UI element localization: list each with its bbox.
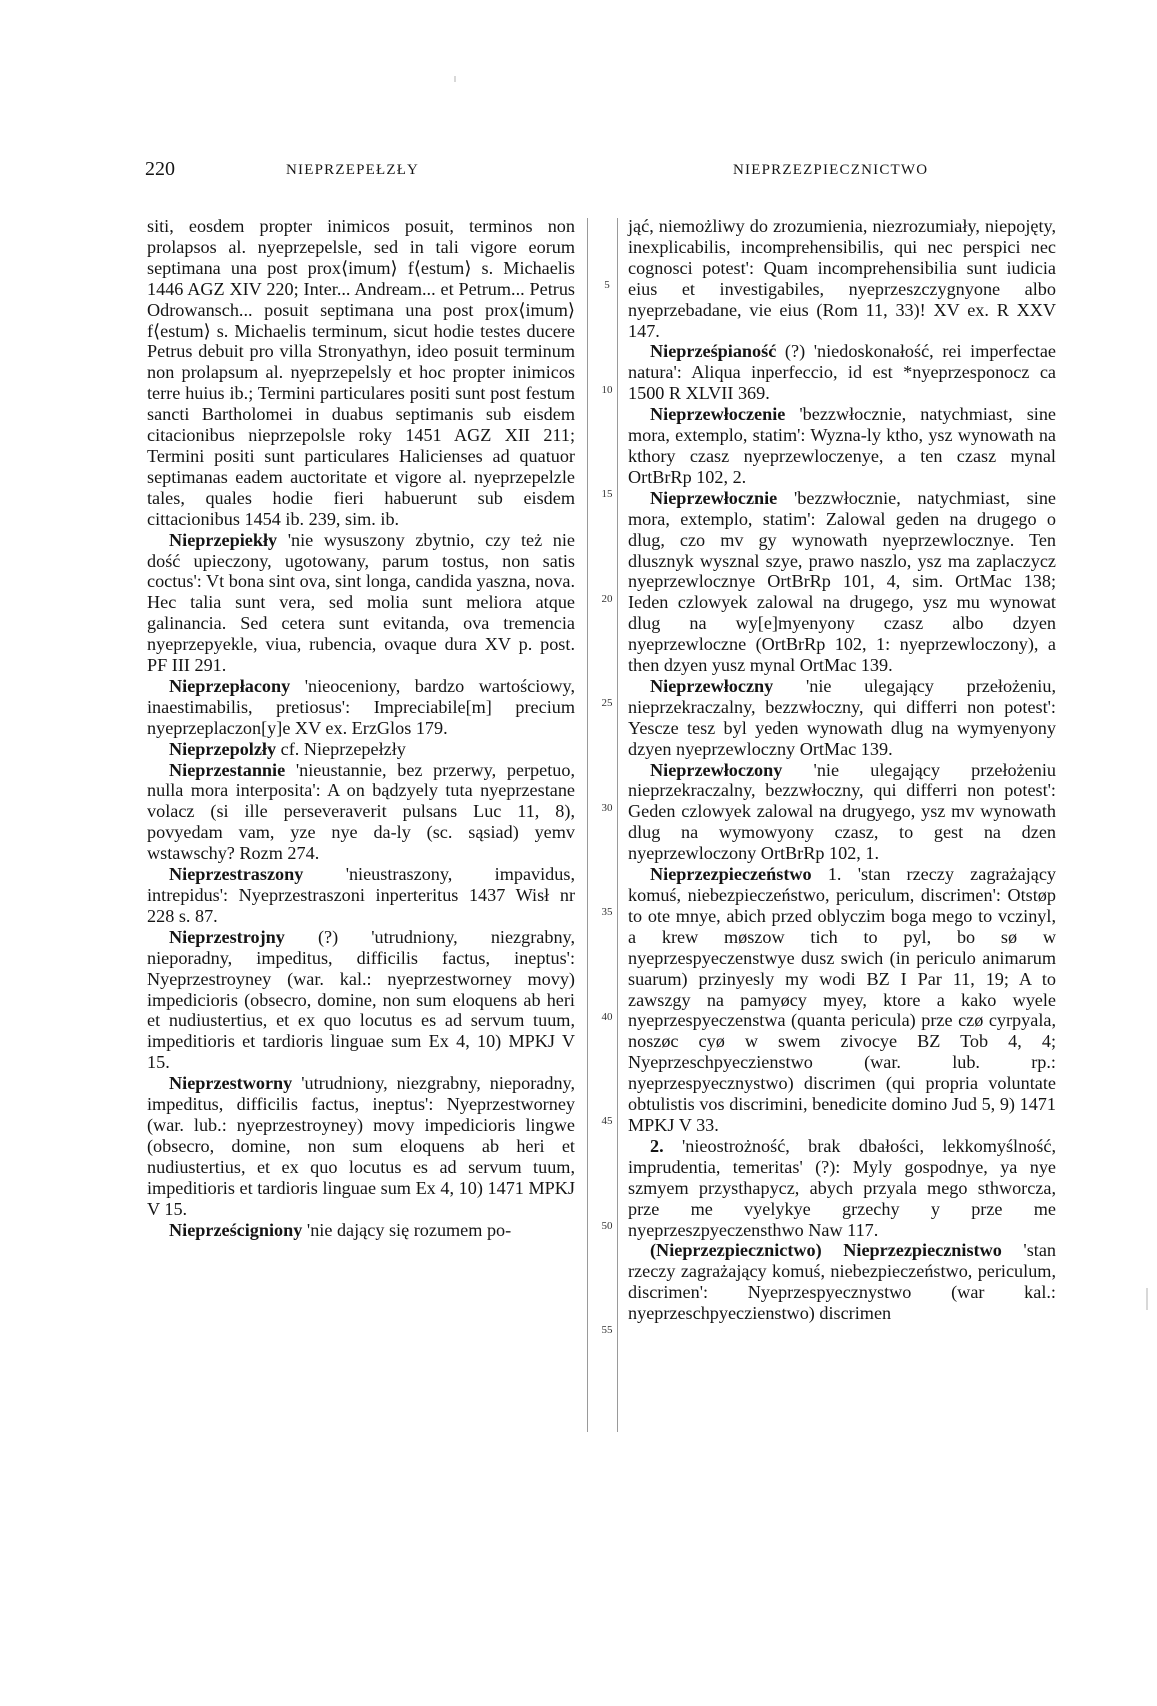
entry-definition: 'stan rzeczy zagrażający komuś, niebezpieczeństwo, periculum, discrimen': Nyeprzespyecznystwo (war kal.: nyeprzeschpyeczienstwo) discrimen: [628, 1240, 1056, 1324]
entry-definition: 'nieostrożność, brak dbałości, lekkomyślność, imprudentia, temeritas' (?): Myly gospodnye, ya nye szmyem przysthapycz, abych przyala mego sthworcza, prze me vyelykye grzechy y prze me nyeprzeszpyeczensthwo Naw 117.: [628, 1135, 1056, 1240]
dictionary-entry: [628, 1240, 1056, 1324]
entry-definition: 'nieoceniony, bardzo wartościowy, inaestimabilis, pretiosus': Impreciabile[m] precium nyeprzeplaczon[y]e XV ex. ErzGlos 179.: [147, 675, 575, 738]
right-column: [628, 216, 1056, 1324]
dictionary-entry: [147, 1073, 575, 1219]
entry-definition: 'nie wysuszony zbytnio, czy też nie dość upieczony, ugotowany, parum tostus, non satis coctus': Vt bona sint ova, sint longa, candida yaszna, nova. Hec talia sunt vera, sed molia sunt meliora atque galinancia. Sed cetera sunt evitanda, ova tremencia nyeprzepyekle, viua, rubencia, ovaque dura XV p. post. PF III 291.: [147, 529, 575, 676]
line-number: 20: [601, 593, 613, 605]
entry-definition: cf. Nieprzepełzły: [276, 738, 406, 759]
entry-headword: Nieprzewłoczny: [650, 675, 774, 696]
entry-headword: Nieprześcigniony: [169, 1219, 303, 1240]
dictionary-entry: [147, 760, 575, 865]
entry-headword: Nieprzewłocznie: [650, 487, 778, 508]
dictionary-entry: [147, 864, 575, 927]
scan-speck: [454, 76, 456, 82]
entry-definition: 'utrudniony, niezgrabny, nieporadny, impeditus, difficilis factus, ineptus': Nyeprzestworney (war. lub.: nyeprzestroyney) movy impedicioris lingwe (obsecro, domine, non sum eloquens ab heri et nudiustertius, et ex quo locutus es ad servum tuum, impeditioris et tardioris linguae sum Ex 4, 10) 1471 MPKJ V 15.: [147, 1073, 575, 1219]
dictionary-entry: [147, 927, 575, 1073]
dictionary-entry: [628, 404, 1056, 488]
entry-headword: Nieprzewłoczenie: [650, 404, 786, 425]
line-number: 15: [601, 488, 613, 500]
entry-definition: (?) 'utrudniony, niezgrabny, nieporadny, impeditus, difficilis factus, ineptus': Nyeprzestroyney (war. kal.: nyeprzestworney movy) impedicioris (obsecro, domine, non sum eloquens ab heri et nudiustertius, et ex quo locutus es ad servum tuum, impeditioris et tardioris linguae sum Ex 4, 10) MPKJ V 15.: [147, 926, 575, 1073]
continuation-text: jąć, niemożliwy do zrozumienia, niezrozumiały, niepojęty, inexplicabilis, incomprehensibilis, qui nec perspici nec cognosci potest': Quam incomprehensibilia sunt iudicia eius et investigabiles, nyeprzeszczygnyone albo nyeprzebadane, vie eius (Rom 11, 33)! XV ex. R XXV 147.: [628, 216, 1056, 341]
entry-headword: (Nieprzezpiecznictwo) Nieprzezpiecznistwo: [650, 1240, 1002, 1261]
dictionary-entry: [628, 864, 1056, 1136]
entry-definition: 1. 'stan rzeczy zagrażający komuś, niebezpieczeństwo, periculum, discrimen': Otstøp to ote mnye, abich przed oblyczim boga mego to vczinyl, a krew møszow tich to pyl, bo sø w nyeprzespyeczenstwye dusz swich (in periculo animarum suarum) przinyesly my wodi BZ I Par 11, 19; A to zawszgy na pamyøcy myey, ktore a kako wyele nyeprzespyeczenstwa (quanta pericula) prze czø cyrpyala, noszøc cyø w swem zivocye BZ Tob 4, 4; Nyeprzeschpyeczienstwo (war. lub. rp.: nyeprzespyecznystwo) discrimen (qui propria voluntate obtulistis vos discrimini, benedicite domino Jud 5, 9) 1471 MPKJ V 33.: [628, 864, 1056, 1135]
entry-headword: Nieprzestannie: [169, 759, 286, 780]
column-divider-left: [587, 218, 588, 1432]
dictionary-entry: [147, 739, 575, 760]
line-number: 25: [601, 697, 613, 709]
line-number: 30: [601, 802, 613, 814]
entry-headword: Nieprzepłacony: [169, 675, 291, 696]
line-number: 5: [604, 279, 610, 291]
line-number: 40: [601, 1011, 613, 1023]
entry-definition: 'bezzwłocznie, natychmiast, sine mora, extemplo, statim': Zalowal geden na drugego o dlug, czo mv gy wynowath nyeprzewlocznye. Ten dlusznyk wysznal szye, prawo naszlo, ysz ma zaplaczycz nyeprzewlocznye OrtBrRp 101, 4, sim. OrtMac 138; Ieden czlowyek zalowal na drugego, ysz mu wynowat dlug na wy[e]myenyony czasz albo dzyen nyeprzewloczne (OrtBrRp 102, 1: nyeprzewloczony), a then dzyen yusz mynal OrtMac 139.: [628, 487, 1056, 676]
entry-headword: Nieprzestraszony: [169, 864, 304, 885]
entry-definition: 'nie dający się rozumem po-: [302, 1219, 512, 1240]
entry-headword: Nieprzestworny: [169, 1073, 293, 1094]
line-number: 10: [601, 384, 613, 396]
line-number: 55: [601, 1324, 613, 1336]
entry-headword: Nieprzepolzły: [169, 738, 277, 759]
entry-definition: (?) 'niedoskonałość, rei imperfectae natura': Aliqua inperfeccio, id est *nyeprzesponocz ca 1500 R XLVII 369.: [628, 341, 1056, 404]
entry-headword: Nieprzestrojny: [169, 926, 285, 947]
entry-headword: Nieprzewłoczony: [650, 759, 783, 780]
scan-speck: [1146, 1288, 1148, 1310]
dictionary-entry: [147, 1220, 575, 1241]
dictionary-entry: [628, 760, 1056, 865]
entry-headword: Nieprzezpieczeństwo: [650, 864, 812, 885]
entry-headword: 2.: [650, 1135, 664, 1156]
entry-headword: Nieprzepiekły: [169, 529, 278, 550]
page-header: [0, 158, 1157, 188]
line-number: 35: [601, 906, 613, 918]
dictionary-entry: [147, 676, 575, 739]
dictionary-entry: [628, 341, 1056, 404]
left-column: [147, 216, 575, 1240]
dictionary-entry: [628, 676, 1056, 760]
entry-definition: 'nieustannie, bez przerwy, perpetuo, nulla mora interposita': A on bądzyely tuta nyeprzestane volacz (si ille perseveraverit pulsans Luc 11, 8), povyedam vam, yze nye da-ly (sc. sąsiad) yemv wstawschy? Rozm 274.: [147, 759, 575, 864]
dictionary-entry: [628, 1136, 1056, 1241]
entry-headword: Nieprześpianość: [650, 341, 777, 362]
entry-definition: 'nie ulegający przełożeniu, nieprzekraczalny, bezzwłoczny, qui differri non potest': Yescze tesz byl yeden wynowath dlug na wymyenyony dzyen nyeprzewloczny OrtMac 139.: [628, 675, 1056, 759]
running-head-right: NIEPRZEZPIECZNICTWO: [733, 162, 929, 178]
line-number-margin: [596, 0, 618, 1706]
continuation-text: siti, eosdem propter inimicos posuit, terminos non prolapsos al. nyeprzepelsle, sed in tali vigore eorum septimana una post prox⟨imum⟩ f⟨estum⟩ s. Michaelis 1446 AGZ XIV 220; Inter... Andream... et Petrum... Petrus Odrowansch... posuit septimana una post prox⟨imum⟩ f⟨estum⟩ s. Michaelis terminum, sicut hodie testes ducere Petrus debuit pro villa Stronyathyn, ideo posuit terminum non prolapsum al. nyeprzepelsly et hoc propter inimicos terre huius ib.; Termini particulares positi sunt post festum sancti Bartholomei in duabus septimanis sub eisdem citacionibus nieprzepolsle roky 1451 AGZ XII 211; Termini positi sunt particulares Halicienses ad quatuor septimanas eadem auctoritate et vigore al. nyeprzepelzle tales, quales hodie fieri habuerunt sub eisdem cittacionibus 1454 ib. 239, sim. ib.: [147, 216, 575, 529]
line-number: 45: [601, 1115, 613, 1127]
dictionary-entry: [628, 488, 1056, 676]
entry-definition: 'nie ulegający przełożeniu nieprzekraczalny, bezzwłoczny, qui differri non potest': Geden czlowyek zalowal na drugyego, ysz mv wynowath dlug na wymowyony czasz, to gest na dzen nyeprzewloczony OrtBrRp 102, 1.: [628, 759, 1056, 864]
line-number: 50: [601, 1220, 613, 1232]
page-number: 220: [145, 158, 175, 180]
entry-definition: 'nieustraszony, impavidus, intrepidus': Nyeprzestraszoni inperteritus 1437 Wisł nr 228 s. 87.: [147, 864, 575, 926]
entry-definition: 'bezzwłocznie, natychmiast, sine mora, extemplo, statim': Wyzna-ly ktho, ysz wynowath na kthory czasz nyeprzewloczenye, a ten czasz mynal OrtBrRp 102, 2.: [628, 404, 1056, 487]
running-head-left: NIEPRZEPEŁZŁY: [286, 162, 420, 178]
dictionary-entry: [147, 530, 575, 676]
